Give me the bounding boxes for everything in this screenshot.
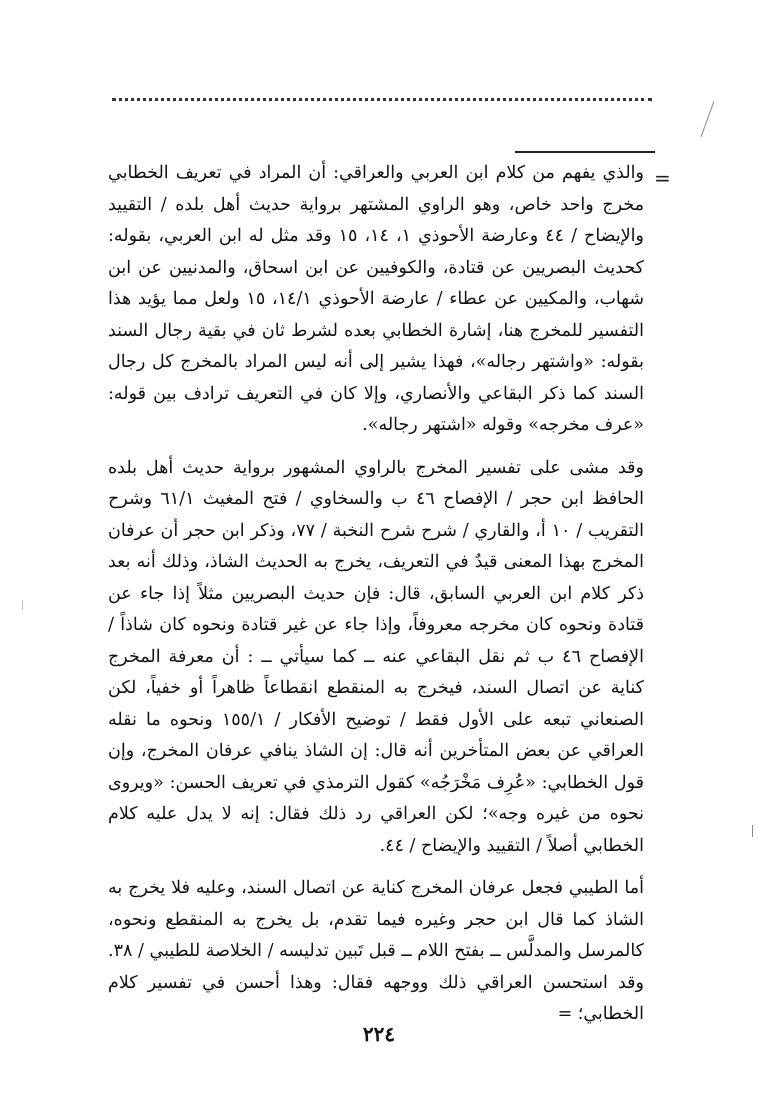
margin-mark <box>22 600 23 610</box>
paragraph: والذي يفهم من كلام ابن العربي والعراقي: أن المراد في تعريف الخطابي مخرج واحد خاص، وهو الراوي المشتهر برواية حديث أهل بلده / التقييد والإيضاح / ٤٤ وعارضة الأحوذي ١، ١٤، ١٥ وقد مثل له ابن العربي، بقوله: كحديث البصريين عن قتادة، والكوفيين عن ابن اسحاق، والمدنيين عن ابن شهاب، والمكيين عن عطاء / عارضة الأحوذي ١٤/١، ١٥ ولعل مما يؤيد هذا التفسير للمخرج هنا، إشارة الخطابي بعده لشرط ثان في بقية رجال السند بقوله: «واشتهر رجاله»، فهذا يشير إلى أنه ليس المراد بالمخرج كل رجال السند كما ذكر البقاعي والأنصاري، وإلا كان في التعريف ترادف بين قوله: «عرف مخرجه» وقوله «اشتهر رجاله». <box>108 163 644 435</box>
page-number: ٢٢٤ <box>362 1022 396 1046</box>
margin-mark <box>752 825 753 837</box>
continuation-mark: = <box>654 166 671 190</box>
margin-mark <box>701 101 715 137</box>
paragraph: أما الطيبي فجعل عرفان المخرج كناية عن اتصال السند، وعليه فلا يخرج به الشاذ كما قال ابن حجر وغيره فيما تقدم، بل يخرج به المنقطع ونحوه، كالمرسل والمدلَّس ــ بفتح اللام ــ قبل تَبين تدليسه / الخلاصة للطيبي / ٣٨. وقد استحسن العراقي ذلك ووجهه فقال: وهذا أحسن في تفسير كلام الخطابي؛ = <box>108 878 644 1024</box>
footnote-separator <box>515 151 655 153</box>
header-dotted-rule <box>112 98 652 101</box>
footnote-text-block <box>108 158 644 1031</box>
paragraph: وقد مشى على تفسير المخرج بالراوي المشهور برواية حديث أهل بلده الحافظ ابن حجر / الإفصاح ٤٦ ب والسخاوي / فتح المغيث ٦١/١ وشرح التقريب / ١٠ أ، والقاري / شرح شرح النخبة / ٧٧، وذكر ابن حجر أن عرفان المخرج بهذا المعنى قيدٌ في التعريف، يخرج به الحديث الشاذ، وذلك أنه بعد ذكر كلام ابن العربي السابق، قال: فإن حديث البصريين مثلاً إذا جاء عن قتادة ونحوه كان مخرجه معروفاً، وإذا جاء عن غير قتادة ونحوه كان شاذاً / الإفصاح ٤٦ ب ثم نقل البقاعي عنه ــ كما سيأتي ــ : أن معرفة المخرج كناية عن اتصال السند، فيخرج به المنقطع انقطاعاً ظاهراً أو خفياً، لكن الصنعاني تبعه على الأول فقط / توضيح الأفكار / ١٥٥/١ ونحوه ما نقله العراقي عن بعض المتأخرين أنه قال: إن الشاذ ينافي عرفان المخرج، وإن قول الخطابي: «عُرِف مَخْرَجُه» كقول الترمذي في تعريف الحسن: «ويروى نحوه من غيره وجه»؛ لكن العراقي رد ذلك فقال: إنه لا يدل عليه كلام الخطابي أصلاً / التقييد والإيضاح / ٤٤. <box>108 457 644 856</box>
